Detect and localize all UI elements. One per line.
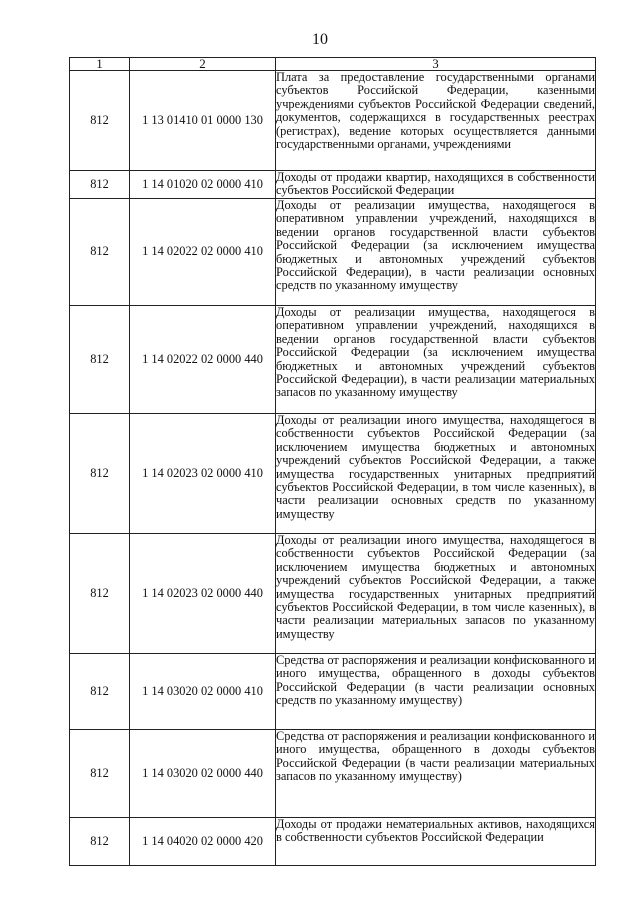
admin-code-cell: 812 xyxy=(70,730,130,818)
kbk-code-cell: 1 14 02023 02 0000 410 xyxy=(130,414,276,534)
table-row xyxy=(70,818,596,866)
revenue-name-cell: Доходы от реализации иного имущества, находящегося в собственности субъектов Российской Федерации (за исключением имущества бюджетных и автономных учреждений субъектов Российской Федерации, а также имущества государственных унитарных предприятий субъектов Российской Федерации, в том числе казенных), в части реализации основных средств по указанному имуществу xyxy=(276,414,596,534)
revenue-name-cell: Средства от распоряжения и реализации конфискованного и иного имущества, обращенного в доходы субъектов Российской Федерации (в части реализации основных средств по указанному имуществу) xyxy=(276,654,596,730)
table-header-row xyxy=(70,58,596,71)
kbk-code-cell: 1 14 01020 02 0000 410 xyxy=(130,171,276,199)
admin-code-cell: 812 xyxy=(70,171,130,199)
admin-code-cell: 812 xyxy=(70,199,130,306)
revenue-name-cell: Средства от распоряжения и реализации конфискованного и иного имущества, обращенного в доходы субъектов Российской Федерации (в части реализации материальных запасов по указанному имуществу) xyxy=(276,730,596,818)
table-row xyxy=(70,730,596,818)
kbk-code-cell: 1 14 04020 02 0000 420 xyxy=(130,818,276,866)
admin-code-cell: 812 xyxy=(70,654,130,730)
table-row xyxy=(70,171,596,199)
page-number: 10 xyxy=(312,31,328,48)
table-row xyxy=(70,199,596,306)
header-col-2: 2 xyxy=(130,58,276,71)
header-col-3: 3 xyxy=(276,58,596,71)
admin-code-cell: 812 xyxy=(70,306,130,414)
table-row xyxy=(70,71,596,171)
table-row xyxy=(70,534,596,654)
admin-code-cell: 812 xyxy=(70,534,130,654)
table-row xyxy=(70,414,596,534)
revenue-name-cell: Доходы от продажи квартир, находящихся в собственности субъектов Российской Федерации xyxy=(276,170,595,198)
admin-code-cell: 812 xyxy=(70,818,130,866)
admin-code-cell: 812 xyxy=(70,71,130,171)
revenue-name-cell: Доходы от продажи нематериальных активов, находящихся в собственности субъектов Российской Федерации xyxy=(276,818,596,866)
kbk-code-cell: 1 14 03020 02 0000 410 xyxy=(130,654,276,730)
kbk-code-cell: 1 14 02023 02 0000 440 xyxy=(130,534,276,654)
revenue-codes-table xyxy=(69,57,596,866)
header-col-1: 1 xyxy=(70,58,130,71)
kbk-code-cell: 1 14 02022 02 0000 440 xyxy=(130,306,276,414)
admin-code-cell: 812 xyxy=(70,414,130,534)
revenue-name-cell: Плата за предоставление государственными органами субъектов Российской Федерации, казенными учреждениями субъектов Российской Федерации сведений, документов, содержащихся в государственных реестрах (регистрах), ведение которых осуществляется данными государственными органами, учреждениями xyxy=(276,71,596,171)
revenue-name-cell: Доходы от реализации имущества, находящегося в оперативном управлении учреждений, находящихся в ведении органов государственной власти субъектов Российской Федерации (за исключением имущества бюджетных и автономных учреждений субъектов Российской Федерации), в части реализации материальных запасов по указанному имуществу xyxy=(276,306,596,414)
kbk-code-cell: 1 14 02022 02 0000 410 xyxy=(130,199,276,306)
revenue-name-cell: Доходы от реализации иного имущества, находящегося в собственности субъектов Российской Федерации (за исключением имущества бюджетных и автономных учреждений субъектов Российской Федерации, а также имущества государственных унитарных предприятий субъектов Российской Федерации, в том числе казенных), в части реализации материальных запасов по указанному имуществу xyxy=(276,534,596,654)
table-row xyxy=(70,654,596,730)
revenue-name-cell: Доходы от реализации имущества, находящегося в оперативном управлении учреждений, находящихся в ведении органов государственной власти субъектов Российской Федерации (за исключением имущества бюджетных и автономных учреждений субъектов Российской Федерации), в части реализации основных средств по указанному имуществу xyxy=(276,199,596,306)
kbk-code-cell: 1 14 03020 02 0000 440 xyxy=(130,730,276,818)
kbk-code-cell: 1 13 01410 01 0000 130 xyxy=(130,71,276,171)
table-row xyxy=(70,306,596,414)
